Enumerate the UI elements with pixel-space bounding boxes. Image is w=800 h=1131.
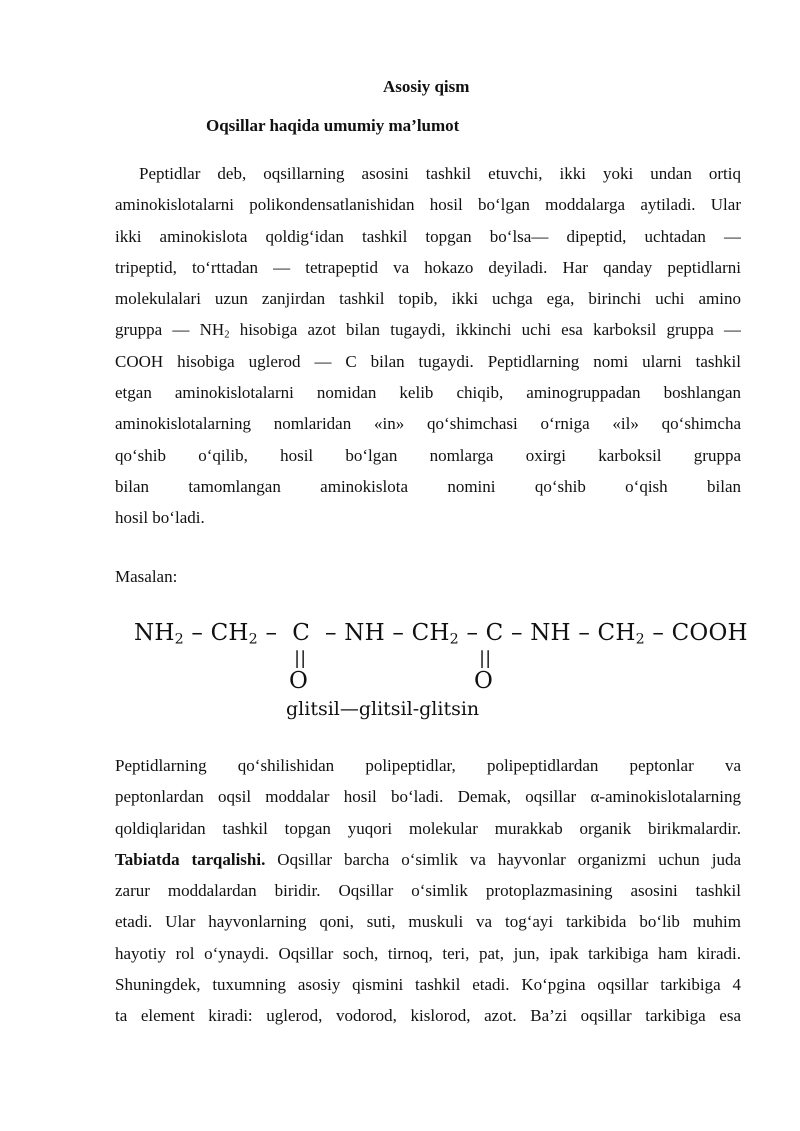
text-line: etgan aminokislotalarni nomidan kelib chiqib, aminogruppadan boshlangan — [115, 383, 741, 403]
subscript: 2 — [224, 330, 230, 342]
text-segment: hisobiga azot bilan tugaydi, ikkinchi uchi esa karboksil gruppa — — [229, 320, 741, 340]
formula-carbon: C — [292, 620, 311, 646]
text-line: bilan tamomlangan aminokislota nomini qo‘shib o‘qish bilan — [115, 476, 741, 496]
text-line: tripeptid, to‘rttadan — tetrapeptid va hokazo deyiladi. Har qanday peptidlarni — [115, 257, 741, 277]
text-line: aminokislotalarni polikondensatlanishidan hosil bo‘lgan moddalarga aytiladi. Ular — [115, 195, 741, 215]
text-line — [115, 844, 741, 875]
text-line: hosil bo‘ladi. — [115, 508, 205, 528]
oxygen-atom: O — [289, 668, 308, 694]
example-label — [115, 561, 741, 592]
text-segment: gruppa — NH — [115, 320, 225, 340]
formula-nh2: $NH_2$ — [134, 620, 184, 648]
text-line: Peptidlarning qo‘shilishidan polipeptidlar, polipeptidlardan peptonlar va — [115, 756, 741, 775]
formula-nh: NH — [344, 620, 385, 646]
text-line: Masalan: — [115, 567, 178, 586]
double-bond: || — [294, 648, 307, 669]
text-line: etadi. Ular hayvonlarning qoni, suti, muskuli va tog‘ayi tarkibida bo‘lib muhim — [115, 912, 741, 932]
text-line: qoldiqlaridan tashkil topgan yuqori molekular murakkab organik birikmalardir. — [115, 818, 741, 838]
text-segment: Oqsillar barcha o‘simlik va hayvonlar organizmi uchun juda — [265, 849, 741, 869]
text-line: molekulalari uzun zanjirdan tashkil topib, ikki uchga ega, birinchi uchi amino — [115, 289, 741, 309]
formula-carbon: C — [485, 620, 504, 646]
text-line: qo‘shib o‘qilib, hosil bo‘lgan nomlarga oxirgi karboksil gruppa — [115, 445, 741, 465]
formula-cooh: COOH — [671, 620, 748, 646]
formula-ch2: $CH_2$ — [210, 620, 258, 648]
main-heading: Asosiy qism — [383, 77, 470, 96]
text-line: hayotiy rol o‘ynaydi. Oqsillar soch, tirnoq, teri, pat, jun, ipak tarkibiga ham kiradi. — [115, 943, 741, 963]
paragraph-peptides — [115, 158, 741, 534]
glycine-tripeptide-formula — [134, 614, 748, 724]
text-line: ikki aminokislota qoldig‘idan tashkil topgan bo‘lsa— dipeptid, uchtadan — — [115, 226, 741, 246]
text-line: zarur moddalardan biridir. Oqsillar o‘simlik protoplazmasining asosini tashkil — [115, 881, 741, 901]
text-line: ta element kiradi: uglerod, vodorod, kislorod, azot. Ba’zi oqsillar tarkibiga esa — [115, 1006, 741, 1026]
text-line: COOH hisobiga uglerod — C bilan tugaydi. Peptidlarning nomi ularni tashkil — [115, 351, 741, 371]
text-line: Shuningdek, tuxumning asosiy qismini tashkil etadi. Ko‘pgina oqsillar tarkibiga 4 — [115, 975, 741, 995]
text-line — [115, 314, 741, 345]
text-line: Peptidlar deb, oqsillarning asosini tashkil etuvchi, ikki yoki undan ortiq — [139, 164, 741, 183]
bold-subheading: Tabiatda tarqalishi. — [115, 849, 266, 869]
formula-expression: $NH_2 - CH_2$ – C – NH – $CH_2$ – C – NH – $CH_2$ – COOH — [134, 620, 748, 648]
double-bond: || — [479, 648, 492, 669]
paragraph-distribution — [115, 750, 741, 1032]
formula-name: glitsil—glitsil-glitsin — [286, 698, 480, 720]
section-heading: Oqsillar haqida umumiy ma’lumot — [206, 116, 460, 135]
oxygen-atom: O — [474, 668, 493, 694]
text-line: peptonlardan oqsil moddalar hosil bo‘ladi. Demak, oqsillar α-aminokislotalarning — [115, 787, 741, 807]
formula-ch2: $CH_2$ — [597, 620, 645, 648]
text-line: aminokislotalarning nomlaridan «in» qo‘shimchasi o‘rniga «il» qo‘shimcha — [115, 414, 741, 434]
formula-nh: NH — [530, 620, 571, 646]
formula-ch2: $CH_2$ — [411, 620, 459, 648]
